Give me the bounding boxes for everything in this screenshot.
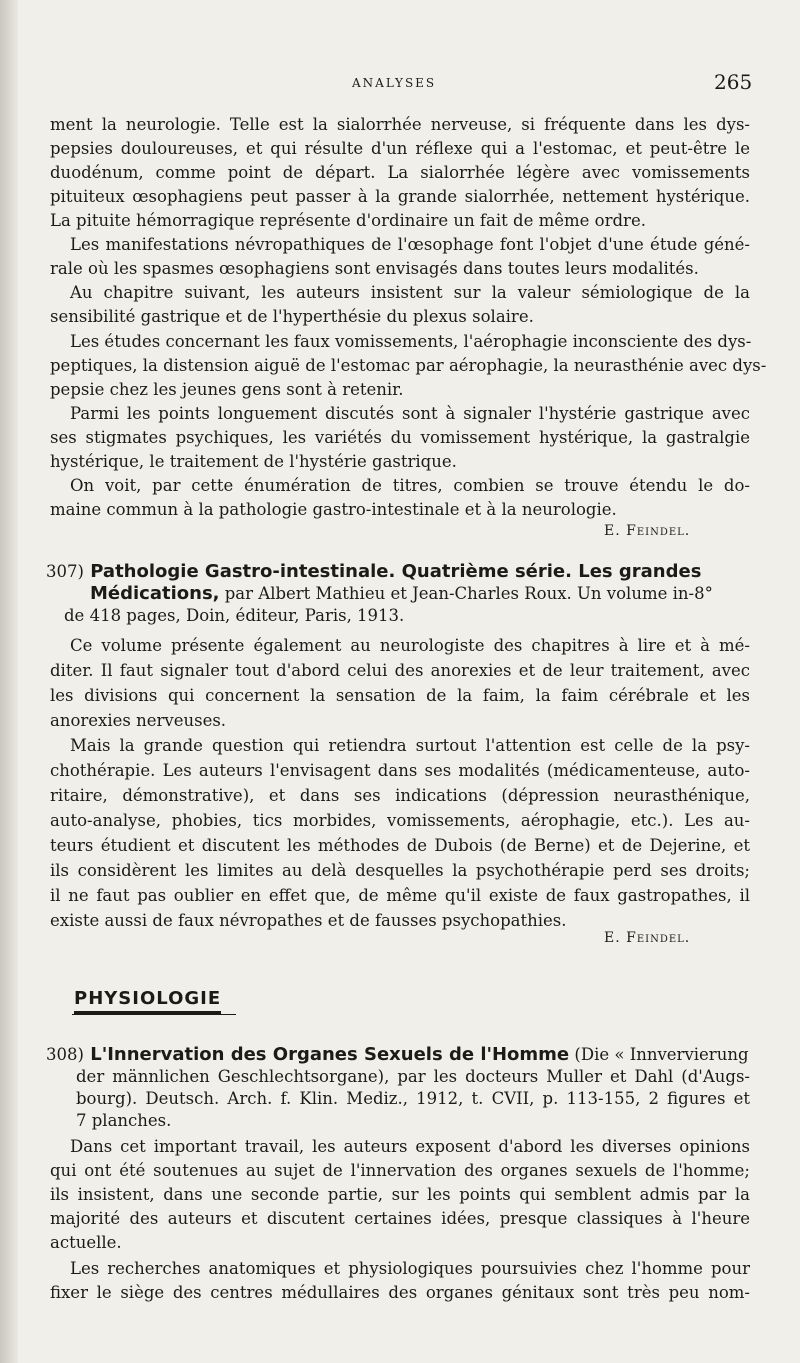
text-line: Les manifestations névropathiques de l'œsophage font l'objet d'une étude géné-	[70, 235, 750, 254]
text-line: On voit, par cette énumération de titres, combien se trouve étendu le do-	[70, 476, 750, 495]
text-line: Au chapitre suivant, les auteurs insistent sur la valeur sémiologique de la	[70, 283, 750, 302]
text-line: pepsies douloureuses, et qui résulte d'un réflexe qui a l'estomac, et peut-être le	[50, 139, 750, 158]
text-line: ment la neurologie. Telle est la sialorrhée nerveuse, si fréquente dans les dys-	[50, 115, 750, 134]
text-line: pepsie chez les jeunes gens sont à retenir.	[50, 380, 404, 399]
entry-308-title	[46, 1044, 750, 1066]
text-line: Mais la grande question qui retiendra surtout l'attention est celle de la psy-	[70, 736, 750, 755]
text-line: qui ont été soutenues au sujet de l'innervation des organes sexuels de l'homme;	[50, 1161, 750, 1180]
text-line: chothérapie. Les auteurs l'envisagent dans ses modalités (médicamenteuse, auto-	[50, 761, 750, 780]
text-line: peptiques, la distension aiguë de l'estomac par aérophagie, la neurasthénie avec dys-	[50, 356, 767, 375]
text-line: hystérique, le traitement de l'hystérie gastrique.	[50, 452, 457, 471]
page-number: 265	[714, 70, 753, 94]
text-line: anorexies nerveuses.	[50, 711, 227, 730]
text-line: existe aussi de faux névropathes et de fausses psychopathies.	[50, 911, 567, 930]
text-line: teurs étudient et discutent les méthodes de Dubois (de Berne) et de Dejerine, et	[50, 836, 750, 855]
entry-authors: der männlichen Geschlechtsorgane), par les docteurs Muller et Dahl (d'Augs-	[76, 1067, 750, 1086]
entry-number: 307)	[46, 562, 84, 581]
entry-publication-end: 7 planches.	[76, 1111, 172, 1130]
text-line: les divisions qui concernent la sensation de la faim, la faim cérébrale et les	[50, 686, 750, 705]
entry-title-text: L'Innervation des Organes Sexuels de l'Homme	[90, 1044, 570, 1065]
entry-publication: bourg). Deutsch. Arch. f. Klin. Mediz., 1912, t. CVII, p. 113-155, 2 figures et	[76, 1089, 750, 1108]
entry-307-title	[46, 561, 750, 583]
text-line: il ne faut pas oublier en effet que, de même qu'il existe de faux gastropathes, il	[50, 886, 750, 905]
running-header: ANALYSES	[352, 76, 437, 90]
text-line: auto-analyse, phobies, tics morbides, vomissements, aérophagie, etc.). Les au-	[50, 811, 750, 830]
text-line: duodénum, comme point de départ. La sialorrhée légère avec vomissements	[50, 163, 750, 182]
text-line: ils considèrent les limites au delà desquelles la psychothérapie perd ses droits;	[50, 861, 750, 880]
text-line: fixer le siège des centres médullaires des organes génitaux sont très peu nom-	[50, 1283, 750, 1302]
text-line: Les recherches anatomiques et physiologiques poursuivies chez l'homme pour	[70, 1259, 750, 1278]
text-line: Parmi les points longuement discutés sont à signaler l'hystérie gastrique avec	[70, 404, 750, 423]
entry-title-text: Pathologie Gastro-intestinale. Quatrième série. Les grandes	[90, 561, 702, 582]
entry-307-title-line2	[90, 583, 750, 605]
entry-number: 308)	[46, 1045, 84, 1064]
scan-edge-shadow	[0, 0, 18, 1363]
text-line: Ce volume présente également au neurologiste des chapitres à lire et à mé-	[70, 636, 750, 655]
text-line: Dans cet important travail, les auteurs exposent d'abord les diverses opinions	[70, 1137, 750, 1156]
text-line: majorité des auteurs et discutent certaines idées, presque classiques à l'heure	[50, 1209, 750, 1228]
entry-publication: de 418 pages, Doin, éditeur, Paris, 1913.	[64, 606, 405, 625]
text-line: ritaire, démonstrative), et dans ses indications (dépression neurasthénique,	[50, 786, 750, 805]
entry-authors: par Albert Mathieu et Jean-Charles Roux. Un volume in-8°	[219, 584, 713, 603]
section-heading: PHYSIOLOGIE	[74, 988, 221, 1014]
author-signature: E. Feindel.	[604, 523, 691, 539]
text-line: Les études concernant les faux vomissements, l'aérophagie inconsciente des dys-	[70, 332, 752, 351]
text-line: ils insistent, dans une seconde partie, sur les points qui semblent admis par la	[50, 1185, 750, 1204]
text-line: diter. Il faut signaler tout d'abord celui des anorexies et de leur traitement, avec	[50, 661, 750, 680]
section-underline	[72, 1014, 236, 1015]
text-line: actuelle.	[50, 1233, 122, 1252]
text-line: ses stigmates psychiques, les variétés du vomissement hystérique, la gastralgie	[50, 428, 750, 447]
text-line: rale où les spasmes œsophagiens sont envisagés dans toutes leurs modalités.	[50, 259, 699, 278]
entry-title-german: (Die « Innvervierung	[569, 1045, 749, 1064]
text-line: sensibilité gastrique et de l'hyperthésie du plexus solaire.	[50, 307, 534, 326]
author-signature: E. Feindel.	[604, 930, 691, 946]
text-line: pituiteux œsophagiens peut passer à la grande sialorrhée, nettement hystérique.	[50, 187, 750, 206]
text-line: maine commun à la pathologie gastro-intestinale et à la neurologie.	[50, 500, 617, 519]
text-line: La pituite hémorragique représente d'ordinaire un fait de même ordre.	[50, 211, 646, 230]
entry-title-text: Médications,	[90, 583, 220, 604]
